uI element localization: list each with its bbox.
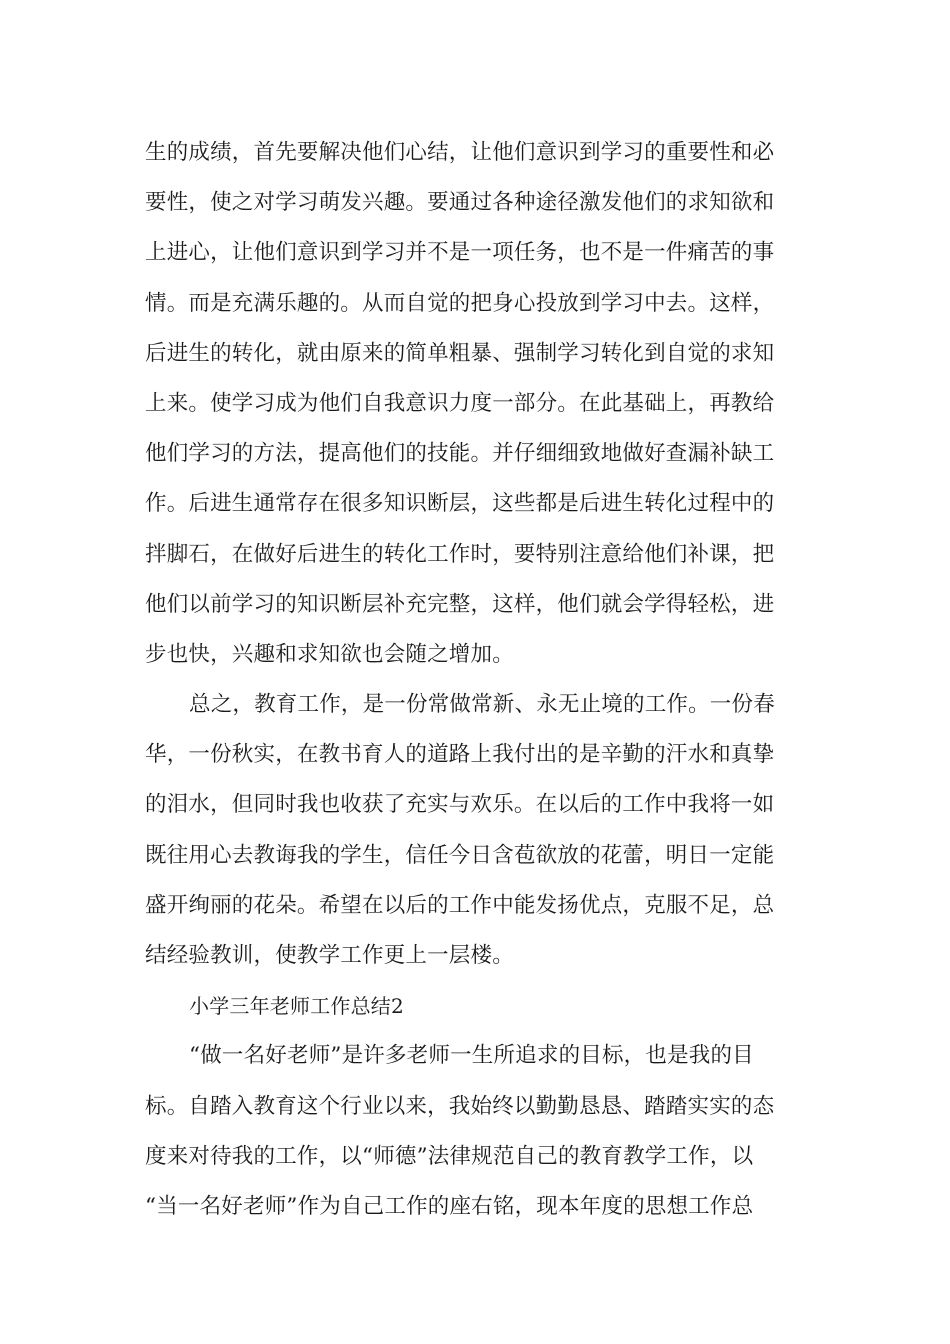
text-line: 的泪水，但同时我也收获了充实与欢乐。在以后的工作中我将一如 [145, 792, 775, 818]
text-line: 上进心，让他们意识到学习并不是一项任务，也不是一件痛苦的事 [145, 240, 775, 266]
text-line: 他们学习的方法，提高他们的技能。并仔细细致地做好查漏补缺工 [145, 441, 775, 467]
text-line: 后进生的转化，就由原来的简单粗暴、强制学习转化到自觉的求知 [145, 340, 775, 366]
text-line: 情。而是充满乐趣的。从而自觉的把身心投放到学习中去。这样， [145, 290, 775, 316]
section-heading: 小学三年老师工作总结2 [189, 994, 404, 1019]
text-line: 生的成绩，首先要解决他们心结，让他们意识到学习的重要性和必 [145, 140, 775, 165]
text-line: 度来对待我的工作，以“师德”法律规范自己的教育教学工作，以 [145, 1143, 754, 1169]
text-line: 总之，教育工作，是一份常做常新、永无止境的工作。一份春 [189, 692, 775, 718]
paragraph-2 [145, 680, 810, 981]
text-line: “当一名好老师”作为自己工作的座右铭，现本年度的思想工作总 [145, 1193, 754, 1219]
text-line: 拌脚石，在做好后进生的转化工作时，要特别注意给他们补课，把 [145, 541, 775, 567]
text-line: 上来。使学习成为他们自我意识力度一部分。在此基础上，再教给 [145, 390, 775, 416]
text-line: 结经验教训，使教学工作更上一层楼。 [145, 943, 514, 968]
text-line: 要性，使之对学习萌发兴趣。要通过各种途径激发他们的求知欲和 [145, 190, 775, 216]
text-line: 标。自踏入教育这个行业以来，我始终以勤勤恳恳、踏踏实实的态 [145, 1093, 775, 1119]
text-line: 盛开绚丽的花朵。希望在以后的工作中能发扬优点，克服不足，总 [145, 892, 775, 918]
text-line: 华，一份秋实，在教书育人的道路上我付出的是辛勤的汗水和真挚 [145, 742, 775, 768]
text-line: 既往用心去教诲我的学生，信任今日含苞欲放的花蕾，明日一定能 [145, 842, 775, 868]
text-line: “做一名好老师”是许多老师一生所追求的目标，也是我的目 [189, 1043, 754, 1069]
document-body [145, 128, 810, 1232]
text-line: 作。后进生通常存在很多知识断层，这些都是后进生转化过程中的 [145, 491, 775, 517]
paragraph-1 [145, 128, 810, 680]
paragraph-3 [145, 1031, 810, 1232]
text-line: 步也快，兴趣和求知欲也会随之增加。 [145, 641, 514, 667]
text-line: 他们以前学习的知识断层补充完整，这样，他们就会学得轻松，进 [145, 591, 775, 617]
